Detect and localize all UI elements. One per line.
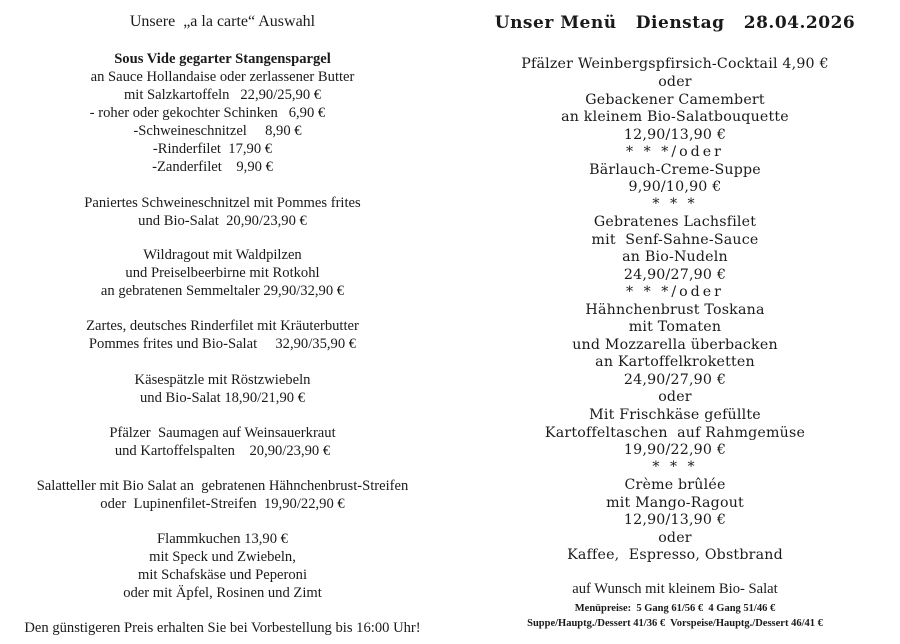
menu-line: 12,90/13,90 € — [623, 127, 727, 143]
menu-prices-combos: Suppe/Hauptg./Dessert 41/36 € Vorspeise/Hauptg./Dessert 46/41 € — [527, 618, 823, 629]
menu-separator: * * * — [652, 196, 698, 212]
dish-line: und Preiselbeerbirne mit Rotkohl — [125, 265, 320, 281]
dish-line: an Sauce Hollandaise oder zerlassener Butter — [90, 69, 355, 85]
menu-line: an kleinem Bio-Salatbouquette — [561, 109, 789, 125]
menu-line: Gebratenes Lachsfilet — [593, 214, 757, 230]
dish-line: - roher oder gekochter Schinken 6,90 € — [89, 105, 326, 121]
dish-line: und Bio-Salat 18,90/21,90 € — [140, 390, 305, 406]
dish-line: an gebratenen Semmeltaler 29,90/32,90 € — [100, 283, 345, 299]
menu-line: 24,90/27,90 € — [623, 372, 727, 388]
dish-line: mit Schafskäse und Peperoni — [137, 567, 307, 583]
dish-line: Pommes frites und Bio-Salat 32,90/35,90 € — [88, 336, 357, 352]
menu-line: oder — [658, 389, 692, 405]
a-la-carte-title: Unsere „a la carte“ Auswahl — [129, 13, 316, 30]
menu-line: mit Tomaten — [628, 319, 722, 335]
dish-line: oder Lupinenfilet-Streifen 19,90/22,90 € — [100, 496, 345, 512]
dish-line: -Rinderfilet 17,90 € — [152, 141, 273, 157]
menu-line: Kaffee, Espresso, Obstbrand — [567, 547, 783, 563]
menu-line: 9,90/10,90 € — [628, 179, 722, 195]
dish-line: Käsespätzle mit Röstzwiebeln — [134, 372, 311, 388]
menu-line: 19,90/22,90 € — [623, 442, 727, 458]
menu-line: oder — [658, 530, 692, 546]
menu-line: mit Mango-Ragout — [606, 495, 744, 511]
menu-line: oder — [658, 74, 692, 90]
menu-line: Kartoffeltaschen auf Rahmgemüse — [544, 425, 806, 441]
menu-line: Gebackener Camembert — [585, 92, 765, 108]
menu-line: mit Senf-Sahne-Sauce — [591, 232, 759, 248]
daily-menu-title: Unser Menü Dienstag 28.04.2026 — [494, 13, 856, 33]
menu-line: Mit Frischkäse gefüllte — [589, 407, 761, 423]
dish-line: mit Salzkartoffeln 22,90/25,90 € — [123, 87, 322, 103]
menu-line: an Kartoffelkroketten — [595, 354, 755, 370]
dish-line: Zartes, deutsches Rinderfilet mit Kräuterbutter — [86, 318, 359, 334]
menu-separator: * * */oder — [626, 284, 724, 300]
dish-line: mit Speck und Zwiebeln, — [149, 549, 296, 565]
menu-prices: Menüpreise: 5 Gang 61/56 € 4 Gang 51/46 € — [574, 603, 776, 614]
menu-line: und Mozzarella überbacken — [572, 337, 778, 353]
menu-line: Pfälzer Weinbergspfirsich-Cocktail 4,90 € — [521, 56, 829, 72]
dish-line: -Zanderfilet 9,90 € — [152, 159, 273, 175]
dish-line: -Schweineschnitzel 8,90 € — [133, 123, 302, 139]
dish-line: oder mit Äpfel, Rosinen und Zimt — [123, 585, 322, 601]
menu-line: 24,90/27,90 € — [623, 267, 727, 283]
dish-line: Wildragout mit Waldpilzen — [143, 247, 302, 263]
menu-line: an Bio-Nudeln — [622, 249, 728, 265]
dish-line: Paniertes Schweineschnitzel mit Pommes frites — [84, 195, 361, 211]
dish-line: Salatteller mit Bio Salat an gebratenen Hähnchenbrust-Streifen — [36, 478, 409, 494]
menu-line: 12,90/13,90 € — [623, 512, 727, 528]
menu-separator: * * * — [652, 459, 698, 475]
dish-line: und Bio-Salat 20,90/23,90 € — [138, 213, 307, 229]
dish-line: Sous Vide gegarter Stangenspargel — [114, 51, 331, 67]
menu-separator: * * */oder — [626, 144, 724, 160]
menu-line: Crème brûlée — [624, 477, 726, 493]
preorder-footer: Den günstigeren Preis erhalten Sie bei Vorbestellung bis 16:00 Uhr! — [24, 620, 421, 636]
dish-line: Pfälzer Saumagen auf Weinsauerkraut — [109, 425, 336, 441]
menu-line: Bärlauch-Creme-Suppe — [589, 162, 761, 178]
menu-line: Hähnchenbrust Toskana — [585, 302, 765, 318]
dish-line: Flammkuchen 13,90 € — [157, 531, 288, 547]
dish-line: und Kartoffelspalten 20,90/23,90 € — [114, 443, 331, 459]
salad-note: auf Wunsch mit kleinem Bio- Salat — [572, 581, 778, 597]
